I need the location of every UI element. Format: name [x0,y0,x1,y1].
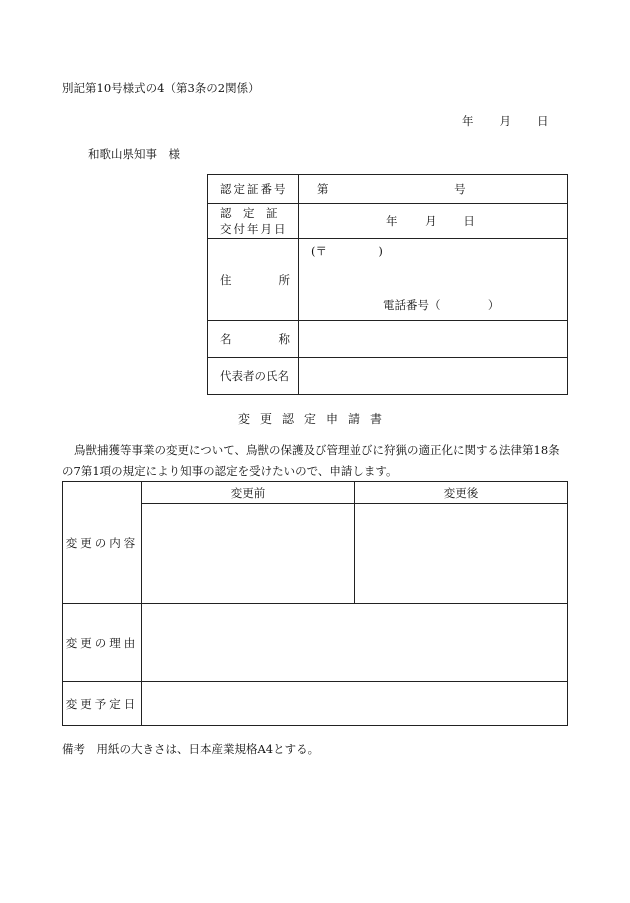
date-day: 日 [537,114,549,128]
issue-year: 年 [386,214,398,228]
name-label: 名 称 [208,321,299,358]
issue-month: 月 [425,214,437,228]
date-year: 年 [462,114,474,128]
name-field[interactable] [299,321,568,358]
issue-date-row [208,204,568,239]
form-label: 別記第10号様式の4（第3条の2関係） [62,81,260,95]
applicant-info-table [207,174,568,395]
remarks-note: 備考 用紙の大きさは、日本産業規格A4とする。 [62,742,320,756]
cert-number-row [208,175,568,204]
address-label: 住 所 [208,239,299,321]
after-header: 変更後 [355,482,568,504]
change-content-label: 変更の内容 [63,482,142,604]
change-reason-label: 変更の理由 [63,604,142,682]
after-content-field[interactable] [355,504,568,604]
phone-label: 電話番号（ [383,298,441,312]
change-reason-row [63,604,568,682]
change-date-field[interactable] [142,682,568,726]
change-date-label: 変更予定日 [63,682,142,726]
before-content-field[interactable] [142,504,355,604]
phone-close: ） [487,298,500,312]
issue-day: 日 [463,214,475,228]
submission-date [462,113,549,129]
address-field[interactable] [299,239,568,321]
address-row [208,239,568,321]
issue-date-label: 認 定 証 交付年月日 [208,204,299,239]
cert-number-label: 認定証番号 [208,175,299,204]
representative-row [208,358,568,395]
representative-label: 代表者の氏名 [208,358,299,395]
addressee: 和歌山県知事 様 [88,147,180,161]
change-details-table [62,481,568,726]
issue-date-field[interactable] [299,204,568,239]
postal-open: (〒 [311,244,327,258]
date-month: 月 [499,114,511,128]
cert-number-prefix: 第 [317,182,329,196]
change-date-row [63,682,568,726]
postal-close: ) [378,244,383,258]
application-statement: 鳥獣捕獲等事業の変更について、鳥獣の保護及び管理並びに狩猟の適正化に関する法律第18条の7第1項の規定により知事の認定を受けたいので、申請します。 [62,443,560,478]
before-header: 変更前 [142,482,355,504]
change-reason-field[interactable] [142,604,568,682]
cert-number-suffix: 号 [454,182,466,196]
document-title: 変更認定申請書 [237,412,392,426]
cert-number-field[interactable] [299,175,568,204]
name-row [208,321,568,358]
change-header-row [63,482,568,504]
representative-field[interactable] [299,358,568,395]
